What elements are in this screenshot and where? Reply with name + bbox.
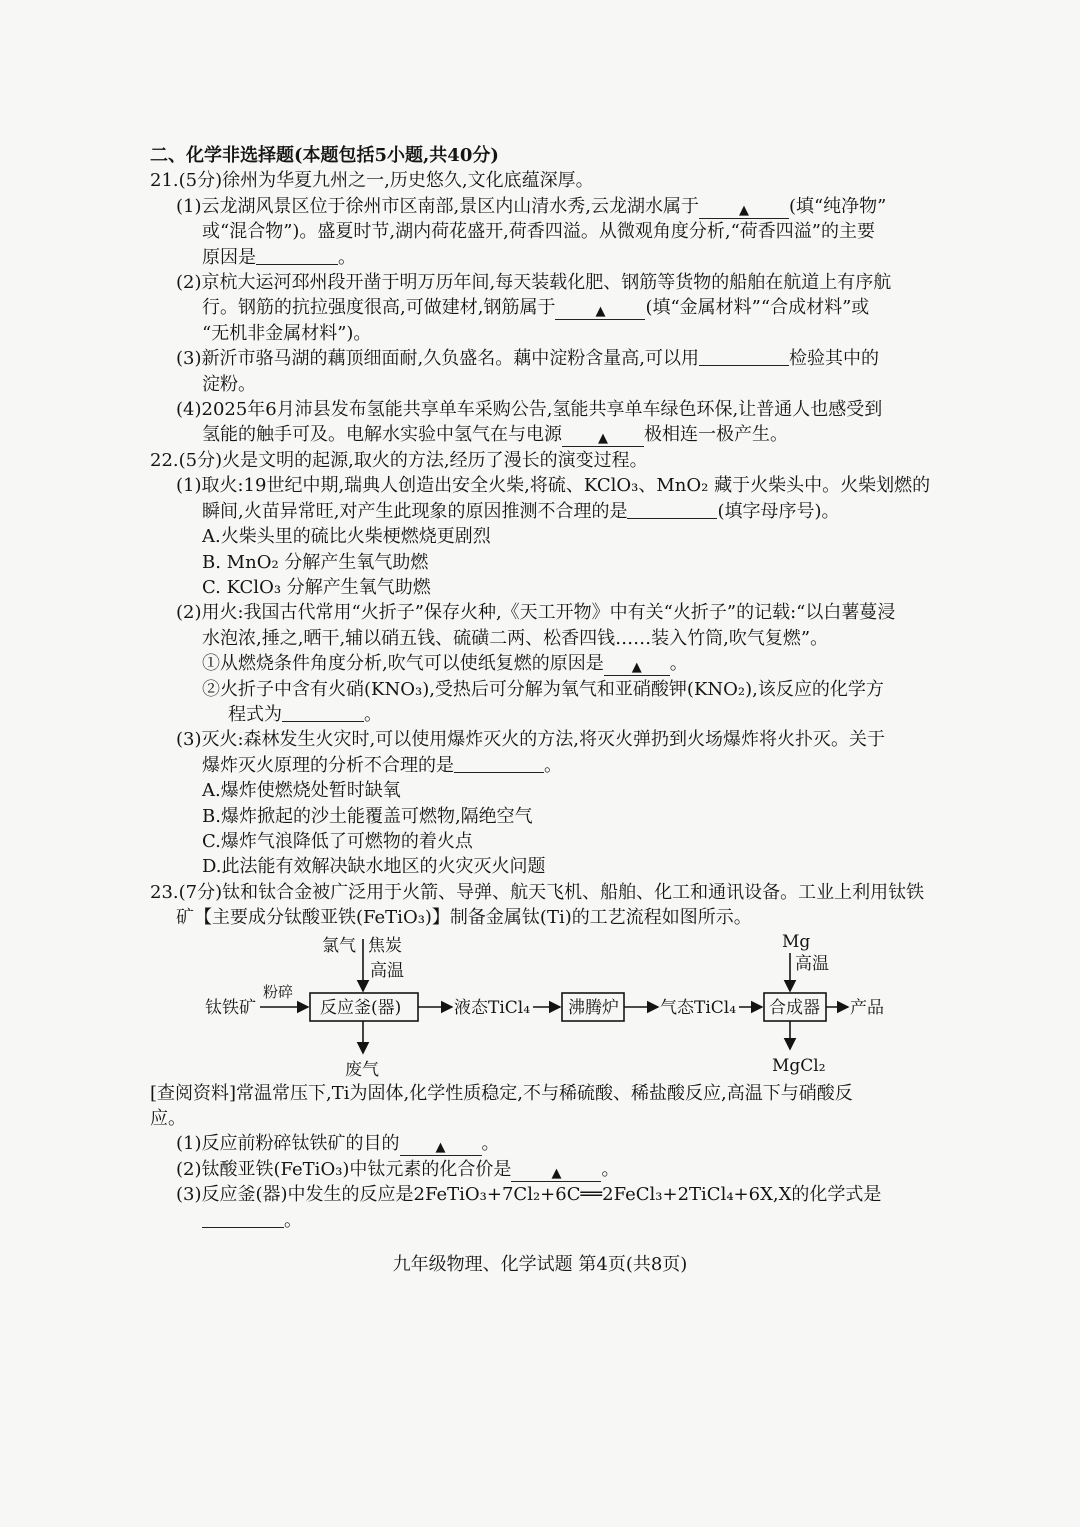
q22-p1-hint: (填字母序号)。: [717, 500, 840, 522]
q22-option-c3: C.爆炸气浪降低了可燃物的着火点: [202, 830, 473, 852]
blank-marker-icon: ▲: [435, 1140, 446, 1156]
q23-part2: (2)钛酸亚铁(FeTiO₃)中钛元素的化合价是 ▲ 。: [176, 1158, 620, 1181]
flow-box-reactor-label: 反应釜(器): [320, 997, 402, 1018]
q21-p1-reason-blank[interactable]: [256, 246, 338, 265]
q23-intro-line2: 矿【主要成分钛酸亚铁(FeTiO₃)】制备金属钛(Ti)的工艺流程如图所示。: [176, 907, 752, 929]
blank-marker-icon: ▲: [598, 431, 608, 447]
blank-marker-icon: ▲: [631, 660, 642, 676]
q23-part3-line2: 。: [150, 1208, 930, 1233]
flow-gas-ticl4: 气态TiCl₄: [660, 997, 737, 1018]
q22-option-a3: A.爆炸使燃烧处暂时缺氧: [202, 780, 401, 802]
q21-part2-line3: “无机非金属材料”)。: [202, 322, 372, 344]
q22-s1-blank[interactable]: [604, 657, 670, 676]
q21-p2-text: 行。钢筋的抗拉强度很高,可做建材,钢筋属于: [202, 297, 556, 319]
q23-p1-blank[interactable]: [400, 1137, 482, 1156]
flow-box-synthesizer-label: 合成器: [769, 997, 820, 1018]
q21-p1-blank[interactable]: [699, 200, 789, 219]
process-flow-diagram: [150, 931, 930, 1081]
q22-intro: 22.(5分)火是文明的起源,取火的方法,经历了漫长的演变过程。: [150, 449, 648, 471]
q21-intro: 21.(5分)徐州为华夏九州之一,历史悠久,文化底蕴深厚。: [150, 170, 594, 192]
flow-waste-gas: 废气: [345, 1059, 379, 1080]
q21-part2-line2: [150, 295, 930, 320]
q21-part1-line2: 或“混合物”)。盛夏时节,湖内荷花盛开,荷香四溢。从微观角度分析,“荷香四溢”的主要: [202, 221, 875, 243]
q23-part3-line1: (3)反应釜(器)中发生的反应是2FeTiO₃+7Cl₂+6C══2FeCl₃+2TiCl₄+6X,X的化学式是: [176, 1184, 882, 1206]
flow-condition-high-temp-1: 高温: [370, 960, 404, 981]
q21-part1-line1: [150, 194, 930, 219]
q21-part1-line3: 原因是 。: [202, 246, 356, 268]
q23-p3-blank[interactable]: [202, 1209, 284, 1228]
q22-s2-blank[interactable]: [282, 703, 364, 722]
flow-input-chlorine: 氯气: [322, 935, 356, 956]
q21-p2-blank[interactable]: [555, 301, 645, 320]
q22-s1-text: ①从燃烧条件角度分析,吹气可以使纸复燃的原因是: [202, 653, 604, 675]
flow-output-mgcl2: MgCl₂: [772, 1055, 826, 1076]
q21-p1-reason: 原因是: [202, 246, 256, 268]
blank-marker-icon: ▲: [738, 202, 749, 218]
q21-p1-text: (1)云龙湖风景区位于徐州市区南部,景区内山清水秀,云龙湖水属于: [176, 195, 699, 217]
q21-p4-tail: 极相连一极产生。: [644, 424, 788, 446]
q22-option-d3: D.此法能有效解决缺水地区的火灾灭火问题: [202, 856, 546, 878]
q22-s2-text: 程式为: [228, 703, 282, 725]
q22-option-a1: A.火柴头里的硫比火柴梗燃烧更剧烈: [202, 526, 491, 548]
question-content: [150, 143, 930, 1233]
section-heading: 二、化学非选择题(本题包括5小题,共40分): [150, 145, 499, 166]
q22-p3-blank[interactable]: [454, 754, 544, 773]
q22-p1-text: 瞬间,火苗异常旺,对产生此现象的原因推测不合理的是: [202, 500, 628, 522]
q21-p2-hint: (填“金属材料”“合成材料”或: [645, 297, 870, 319]
flow-condition-high-temp-2: 高温: [795, 953, 829, 974]
flow-crush-label: 粉碎: [263, 982, 294, 1001]
flow-raw-ore: 钛铁矿: [205, 997, 256, 1018]
q21-part3-line1: [150, 346, 930, 371]
q23-p2-text: (2)钛酸亚铁(FeTiO₃)中钛元素的化合价是: [176, 1158, 512, 1180]
q22-sub1: ①从燃烧条件角度分析,吹气可以使纸复燃的原因是 ▲ 。: [202, 653, 688, 676]
flow-input-coke: 焦炭: [368, 935, 402, 956]
q22-option-c1: C. KClO₃ 分解产生氧气助燃: [202, 576, 431, 598]
q23-intro-line1: 23.(7分)钛和钛合金被广泛用于火箭、导弹、航天飞机、船舶、化工和通讯设备。工业上利用钛铁: [150, 881, 925, 903]
q21-p3-text: (3)新沂市骆马湖的藕顶细面耐,久负盛名。藕中淀粉含量高,可以用: [176, 348, 699, 370]
q23-reference-line1: [查阅资料]常温常压下,Ti为固体,化学性质稳定,不与稀硫酸、稀盐酸反应,高温下与硝酸反: [150, 1082, 853, 1104]
page-footer: 九年级物理、化学试题 第4页(共8页): [392, 1254, 688, 1275]
q22-p3-text: 爆炸灭火原理的分析不合理的是: [202, 754, 454, 776]
blank-marker-icon: ▲: [595, 304, 606, 320]
flow-input-mg: Mg: [782, 931, 811, 952]
q22-sub2-line1: ②火折子中含有火硝(KNO₃),受热后可分解为氧气和亚硝酸钾(KNO₂),该反应的化学方: [202, 678, 884, 700]
q22-part3-line2: 爆炸灭火原理的分析不合理的是 。: [202, 754, 562, 776]
q22-option-b3: B.爆炸掀起的沙土能覆盖可燃物,隔绝空气: [202, 805, 533, 827]
q21-part3-line2: 淀粉。: [202, 373, 256, 395]
q21-part4-line1: (4)2025年6月沛县发布氢能共享单车采购公告,氢能共享单车绿色环保,让普通人也感受到: [176, 399, 883, 421]
flow-product: 产品: [850, 997, 884, 1018]
q23-p2-blank[interactable]: [511, 1163, 601, 1182]
q22-part1-line2: [150, 499, 930, 524]
blank-marker-icon: ▲: [551, 1165, 562, 1181]
q23-p1-text: (1)反应前粉碎钛铁矿的目的: [176, 1133, 400, 1155]
q22-part3-line1: (3)灭火:森林发生火灾时,可以使用爆炸灭火的方法,将灭火弹扔到火场爆炸将火扑灭。关于: [176, 729, 886, 751]
q22-sub2-line2: 程式为 。: [228, 703, 382, 725]
q22-option-b1: B. MnO₂ 分解产生氧气助燃: [202, 551, 429, 573]
flow-box-boiling-label: 沸腾炉: [568, 997, 619, 1018]
q21-part4-line2: [150, 422, 930, 447]
q23-reference-line2: 应。: [150, 1108, 186, 1129]
q22-part2-line2: 水泡浓,捶之,晒干,辅以硝五钱、硫磺二两、松香四钱……装入竹筒,吹气复燃”。: [202, 627, 829, 649]
q22-part1-line1: (1)取火:19世纪中期,瑞典人创造出安全火柴,将硫、KClO₃、MnO₂ 藏于火柴头中。火柴划燃的: [176, 475, 931, 497]
flow-liquid-ticl4: 液态TiCl₄: [454, 997, 531, 1018]
q21-p3-blank[interactable]: [699, 347, 789, 366]
q21-p3-tail: 检验其中的: [788, 348, 879, 370]
q21-p4-text: 氢能的触手可及。电解水实验中氢气在与电源: [202, 424, 562, 446]
q21-p1-hint: (填“纯净物”: [788, 195, 887, 217]
q23-part1: (1)反应前粉碎钛铁矿的目的 ▲ 。: [176, 1133, 500, 1156]
q21-part2-line1: (2)京杭大运河邳州段开凿于明万历年间,每天装载化肥、钢筋等货物的船舶在航道上有序航: [176, 272, 892, 294]
q22-p1-blank[interactable]: [627, 500, 717, 519]
q22-part2-line1: (2)用火:我国古代常用“火折子”保存火种,《天工开物》中有关“火折子”的记载:“以白薯蔓浸: [176, 602, 896, 624]
q21-p4-blank[interactable]: [562, 428, 644, 447]
